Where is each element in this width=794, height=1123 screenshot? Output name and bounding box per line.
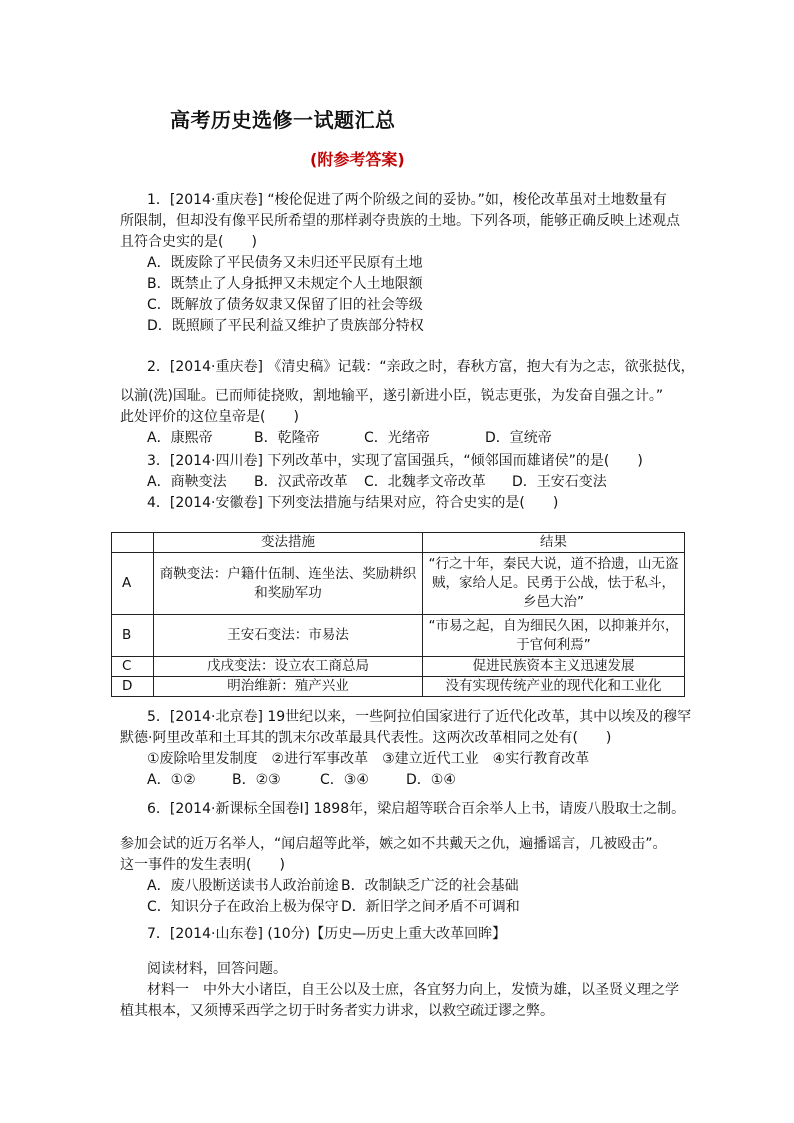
- table-row: [112, 553, 685, 615]
- question-6: [120, 799, 686, 918]
- page-subtitle: (附参考答案): [310, 150, 405, 169]
- question-5-options: [120, 770, 680, 791]
- table-row: [112, 657, 685, 677]
- page-title: 高考历史选修一试题汇总: [170, 108, 396, 132]
- table-cell-measure: 商鞅变法：户籍什伍制、连坐法、奖励耕织和奖励军功: [154, 553, 423, 615]
- table-cell-key: D: [112, 677, 154, 697]
- question-4-table: [111, 532, 685, 697]
- table-cell-result: 没有实现传统产业的现代化和工业化: [423, 677, 685, 697]
- question-3-options: [120, 472, 680, 493]
- table-cell-measure: 戊戌变法：设立农工商总局: [154, 657, 423, 677]
- table-cell-measure: 王安石变法：市易法: [154, 615, 423, 657]
- table-cell-key: B: [112, 615, 154, 657]
- question-1-option-c: C．既解放了债务奴隶又保留了旧的社会等级: [147, 297, 423, 313]
- table-cell-result: “市易之起，自为细民久困，以抑兼并尔，于官何利焉”: [423, 615, 685, 657]
- question-6-option-c: C．知识分子在政治上极为保守: [147, 899, 339, 915]
- question-2-line: 此处评价的这位皇帝是( ): [120, 409, 299, 425]
- question-3-option-b: B．汉武帝改革: [254, 474, 348, 490]
- question-2-option-d: D．宣统帝: [485, 430, 552, 446]
- question-2-options: [120, 428, 680, 449]
- question-2-option-b: B．乾隆帝: [254, 430, 320, 446]
- question-4-line: 4．[2014·安徽卷] 下列变法措施与结果对应，符合史实的是( ): [147, 495, 559, 511]
- question-5-option-b: B．②③: [232, 772, 281, 788]
- question-1-line: 且符合史实的是( ): [120, 234, 257, 250]
- question-4: [120, 493, 680, 514]
- question-6-options-row-1: [120, 876, 680, 897]
- question-2: [120, 357, 695, 449]
- question-6-line: 这一事件的发生表明( ): [120, 857, 285, 873]
- question-5-line: 默德·阿里改革和土耳其的凯末尔改革最具代表性。这两次改革相同之处有( ): [120, 730, 612, 746]
- question-5-items: ①废除哈里发制度 ②进行军事改革 ③建立近代工业 ④实行教育改革: [147, 751, 590, 767]
- table-header-row: [112, 533, 685, 553]
- question-1-option-d: D．既照顾了平民利益又维护了贵族部分特权: [147, 318, 424, 334]
- question-7-material: 植其根本，又须博采西学之切于时务者实力讲求，以救空疏迂谬之弊。: [120, 1003, 554, 1019]
- question-6-option-b: B．改制缺乏广泛的社会基础: [341, 878, 519, 894]
- question-3-option-c: C．北魏孝文帝改革: [364, 474, 486, 490]
- question-1-option-b: B．既禁止了人身抵押又未规定个人土地限额: [147, 276, 423, 292]
- question-3-option-d: D．王安石变法: [512, 474, 607, 490]
- question-5-option-a: A．①②: [147, 772, 196, 788]
- question-5-line: 5．[2014·北京卷] 19世纪以来，一些阿拉伯国家进行了近代化改革，其中以埃及的穆罕: [147, 709, 692, 725]
- table-cell-measure: 明治维新：殖产兴业: [154, 677, 423, 697]
- question-6-option-a: A．废八股断送读书人政治前途: [147, 878, 339, 894]
- table-cell-key: C: [112, 657, 154, 677]
- table-row: [112, 677, 685, 697]
- question-1-line: 1．[2014·重庆卷] “梭伦促进了两个阶级之间的妥协。”如，梭伦改革虽对土地数量有: [147, 192, 667, 208]
- question-2-line: 2．[2014·重庆卷] 《清史稿》记载：“亲政之时，春秋方富，抱大有为之志，欲张挞伐，: [147, 359, 695, 375]
- question-3-option-a: A．商鞅变法: [147, 474, 227, 490]
- question-1-option-a: A．既废除了平民债务又未归还平民原有土地: [147, 255, 423, 271]
- question-6-option-d: D．新旧学之间矛盾不可调和: [341, 899, 520, 915]
- question-7-material: 材料一 中外大小诸臣，自王公以及士庶，各宜努力向上，发愤为雄，以圣贤义理之学: [147, 982, 679, 998]
- question-6-options-row-2: [120, 897, 680, 918]
- table-row: [112, 615, 685, 657]
- table-cell-result: 促进民族资本主义迅速发展: [423, 657, 685, 677]
- table-header-cell: [112, 533, 154, 553]
- question-1-line: 所限制，但却没有像平民所希望的那样剥夺贵族的土地。下列各项，能够正确反映上述观点: [120, 213, 680, 229]
- question-7: [120, 924, 680, 1022]
- table-cell-result: “行之十年，秦民大说，道不拾遗，山无盗贼，家给人足。民勇于公战，怯于私斗，乡邑大治”: [423, 553, 685, 615]
- table-header-cell: 结果: [423, 533, 685, 553]
- question-7-intro: 阅读材料，回答问题。: [147, 961, 287, 977]
- question-2-option-c: C．光绪帝: [364, 430, 430, 446]
- question-3-line: 3．[2014·四川卷] 下列改革中，实现了富国强兵，“倾邻国而雄诸侯”的是( ): [147, 453, 643, 469]
- question-5: [120, 707, 692, 791]
- question-3: [120, 451, 680, 493]
- question-6-line: 6．[2014·新课标全国卷Ⅰ] 1898年，梁启超等联合百余举人上书，请废八股取士之制。: [147, 801, 686, 817]
- question-5-option-d: D．①④: [406, 772, 456, 788]
- question-2-line: 以湔(洗)国耻。已而师徒挠败，割地输平，遂引新进小臣，锐志更张，为发奋自强之计。”: [120, 388, 664, 404]
- table-cell-key: A: [112, 553, 154, 615]
- question-5-option-c: C．③④: [320, 772, 369, 788]
- table-header-cell: 变法措施: [154, 533, 423, 553]
- question-6-line: 参加会试的近万名举人，“闻启超等此举，嫉之如不共戴天之仇，遍播谣言，几被殴击”。: [120, 836, 667, 852]
- question-2-option-a: A．康熙帝: [147, 430, 213, 446]
- question-1: [120, 190, 680, 337]
- question-7-line: 7．[2014·山东卷] (10分)【历史—历史上重大改革回眸】: [147, 926, 507, 942]
